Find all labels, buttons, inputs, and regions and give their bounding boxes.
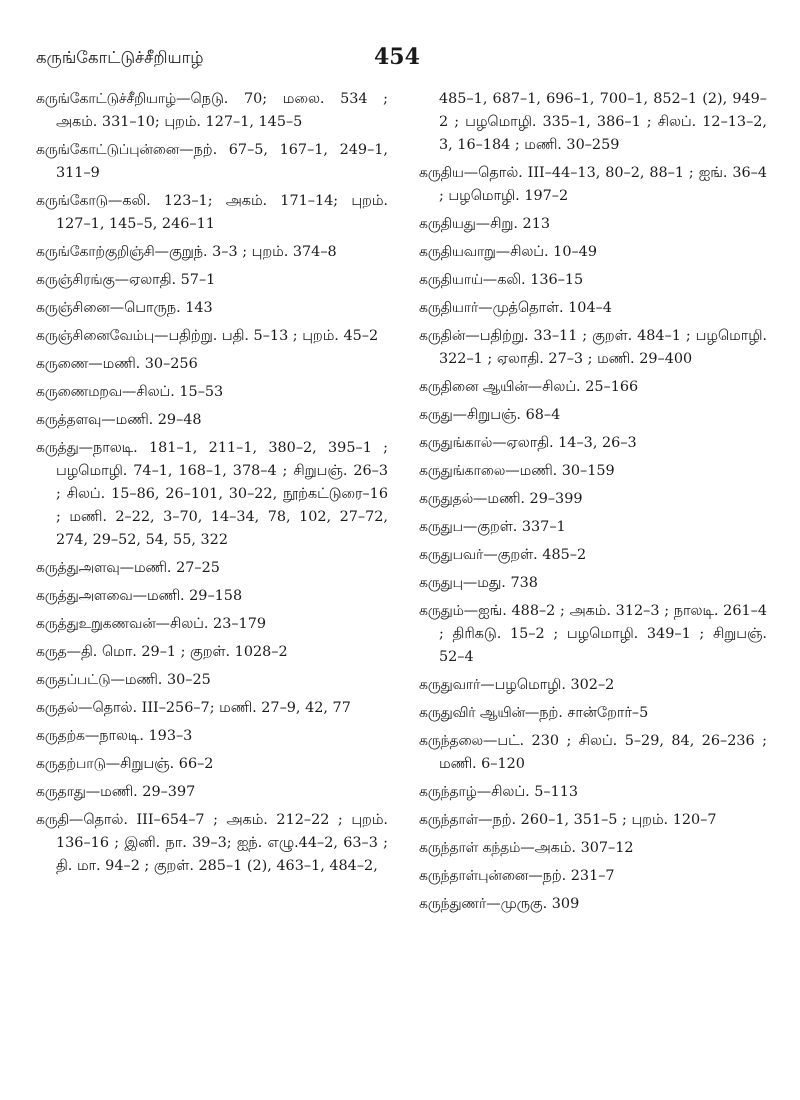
- entry-references: —நற். 260–1, 351–5 ; புறம். 120–7: [478, 812, 717, 828]
- entry-headword: கருதும்: [419, 603, 464, 619]
- index-entry: [36, 241, 388, 264]
- entry-references: —மது. 738: [462, 575, 538, 591]
- entry-headword: கருந்தாழ்: [419, 784, 477, 800]
- entry-headword: கருதியவாறு: [419, 244, 496, 260]
- index-entry: [419, 674, 767, 697]
- entry-references: —மணி. 30–25: [110, 672, 211, 688]
- entry-references: —பொருந. 143: [109, 300, 213, 316]
- entry-headword: கருதற்க: [36, 728, 85, 744]
- entry-headword: கருத்துஉறுகணவன்: [36, 616, 156, 632]
- entry-references: —சிலப். 15–53: [121, 384, 224, 400]
- entry-references: —சிலப். 5–113: [476, 784, 579, 800]
- entry-headword: கருந்தாள்புன்னை: [419, 868, 529, 884]
- entry-headword: கருதப்பட்டு: [36, 672, 111, 688]
- entry-headword: கருது: [419, 407, 453, 423]
- page-header: [36, 44, 764, 74]
- index-entry: [36, 613, 388, 636]
- entry-headword: கருதுபு: [419, 575, 463, 591]
- entry-references: —முத்தொள். 104–4: [478, 300, 612, 316]
- index-entry: [36, 697, 388, 720]
- entry-headword: கருங்கோற்குறிஞ்சி: [36, 244, 155, 260]
- entry-headword: கருங்கோட்டுச்சீறியாழ்: [36, 91, 177, 107]
- index-entry: [419, 781, 767, 804]
- index-entry: [419, 432, 767, 455]
- index-entry: [36, 557, 388, 580]
- entry-headword: கருத்துஅளவு: [36, 560, 120, 576]
- entry-headword: கருதிய: [419, 165, 464, 181]
- entry-headword: கருணை: [36, 356, 89, 372]
- entry-references: —பதிற்று. 33–11 ; குறள். 484–1 ; பழமொழி. 322–1 ; ஏலாதி. 27–3 ; மணி. 29–400: [439, 328, 767, 367]
- entry-headword: கருஞ்சினைவேம்பு: [36, 328, 155, 344]
- index-entry: [36, 88, 388, 134]
- entry-headword: கருதியாய்: [419, 272, 483, 288]
- entry-headword: கருதல்: [36, 700, 79, 716]
- index-entry: [419, 702, 767, 725]
- index-entry: [36, 325, 388, 348]
- entry-headword: கருஞ்சிரங்கு: [36, 272, 115, 288]
- entry-headword: கருஞ்சினை: [36, 300, 110, 316]
- entry-references: —குறள். 337–1: [462, 519, 566, 535]
- index-entry: [419, 488, 767, 511]
- entry-references: —முருகு. 309: [486, 896, 580, 912]
- page-number: 454: [374, 44, 420, 70]
- entry-headword: கருதாது: [36, 784, 86, 800]
- index-entry: [419, 325, 767, 371]
- entry-headword: கருந்துணர்: [419, 896, 487, 912]
- entry-references: —நெடு. 70; மலை. 534 ; அகம். 331–10; புறம். 127–1, 145–5: [56, 91, 388, 130]
- entry-references: —நற். 231–7: [528, 868, 615, 884]
- entry-references: —பழமொழி. 302–2: [480, 677, 615, 693]
- entry-references: —மணி. 29–397: [85, 784, 196, 800]
- index-entry: [36, 781, 388, 804]
- index-entry: [36, 437, 388, 552]
- entry-headword: கருந்தலை: [419, 733, 483, 749]
- entry-headword: கருதுதல்: [419, 491, 474, 507]
- entry-references: —அகம். 307–12: [520, 840, 634, 856]
- entry-headword: கருதுங்கால்: [419, 435, 493, 451]
- index-entry: [419, 544, 767, 567]
- entry-headword: கருதினை ஆயின்: [419, 379, 528, 395]
- index-entry: [36, 139, 388, 185]
- index-entry: [36, 269, 388, 292]
- entry-references: —கலி. 136–15: [482, 272, 584, 288]
- entry-headword: கருதுவார்: [419, 677, 481, 693]
- entry-headword: கருங்கோட்டுப்புன்னை: [36, 142, 180, 158]
- entry-headword: கருங்கோடு: [36, 193, 108, 209]
- entry-headword: கருதற்பாடு: [36, 756, 106, 772]
- index-entry: [419, 600, 767, 669]
- index-entry: [36, 353, 388, 376]
- index-entry: [419, 297, 767, 320]
- entry-references: —சிறுபஞ். 66–2: [105, 756, 214, 772]
- index-entry: [419, 730, 767, 776]
- entry-references: —குறள். 485–2: [483, 547, 587, 563]
- running-head: கருங்கோட்டுச்சீறியாழ்: [36, 48, 204, 67]
- entry-references: —ஐங். 488–2 ; அகம். 312–3 ; நாலடி. 261–4 ; திரிகடு. 15–2 ; பழமொழி. 349–1 ; சிறுபஞ். 52–4: [439, 603, 767, 665]
- index-entry: [419, 865, 767, 888]
- entry-headword: கருந்தாள்: [419, 812, 479, 828]
- index-entry: [419, 809, 767, 832]
- index-entry: [419, 404, 767, 427]
- entry-references: —மணி. 30–256: [88, 356, 198, 372]
- entry-references: —மணி. 29–48: [101, 412, 202, 428]
- index-entry: [36, 809, 388, 878]
- entry-headword: கருதியார்: [419, 300, 479, 316]
- index-entry: [36, 585, 388, 608]
- entry-references: —சிறுபஞ். 68–4: [452, 407, 561, 423]
- entry-headword: கருந்தாள் கந்தம்: [419, 840, 521, 856]
- entry-references: —ஏலாதி. 57–1: [114, 272, 216, 288]
- entry-references: —சிலப். 10–49: [495, 244, 597, 260]
- entry-references: —கலி. 123–1; அகம். 171–14; புறம். 127–1, 145–5, 246–11: [56, 193, 388, 232]
- continued-entry: 485–1, 687–1, 696–1, 700–1, 852–1 (2), 949–2 ; பழமொழி. 335–1, 386–1 ; சிலப். 12–13–2, 3, 16–184 ; மணி. 30–259: [439, 91, 767, 153]
- entry-references: —தி. மொ. 29–1 ; குறள். 1028–2: [66, 644, 288, 660]
- entry-references: —நற். 67–5, 167–1, 249–1, 311–9: [56, 142, 388, 181]
- entry-headword: கருதின்: [419, 328, 466, 344]
- index-entry: [36, 409, 388, 432]
- index-entry: [36, 190, 388, 236]
- index-entry: [419, 213, 767, 236]
- index-entry: [419, 241, 767, 264]
- index-entry: [419, 269, 767, 292]
- index-entry: [36, 641, 388, 664]
- entry-headword: கருதுங்காலை: [419, 463, 506, 479]
- entry-references: —குறுந். 3–3 ; புறம். 374–8: [154, 244, 337, 260]
- right-column: [419, 88, 767, 921]
- entry-headword: கருத்து: [36, 440, 79, 456]
- index-entry: [36, 297, 388, 320]
- index-entry: [36, 725, 388, 748]
- entry-references: —மணி. 30–159: [505, 463, 615, 479]
- left-column: [36, 88, 388, 883]
- index-entry: [419, 893, 767, 916]
- entry-references: —நற். சான்றோர்–5: [524, 705, 649, 721]
- index-entry: [419, 162, 767, 208]
- entry-references: —நாலடி. 181–1, 211–1, 380–2, 395–1 ; பழமொழி. 74–1, 168–1, 378–4 ; சிறுபஞ். 26–3 ; சிலப். 15–86, 26–101, 30–22, நூற்கட்டுரை–16 ; மணி. 2–22, 3–70, 14–34, 78, 102, 27–72, 274, 29–52, 54, 55, 322: [56, 440, 388, 548]
- index-entry: [36, 381, 388, 404]
- index-entry: [36, 753, 388, 776]
- entry-headword: கருதுபவர்: [419, 547, 484, 563]
- entry-references: —நாலடி. 193–3: [84, 728, 193, 744]
- entry-references: —பதிற்று. பதி. 5–13 ; புறம். 45–2: [154, 328, 379, 344]
- index-entry: [419, 837, 767, 860]
- entry-references: —தொல். III–44–13, 80–2, 88–1 ; ஐங். 36–4 ; பழமொழி. 197–2: [439, 165, 767, 204]
- index-entry: [36, 669, 388, 692]
- entry-references: —மணி. 29–158: [132, 588, 243, 604]
- entry-references: —மணி. 29–399: [473, 491, 583, 507]
- entry-headword: கருதி: [36, 812, 69, 828]
- index-entry: [419, 572, 767, 595]
- entry-references: —தொல். III–654–7 ; அகம். 212–22 ; புறம். 136–16 ; இனி. நா. 39–3; ஐந். எழு.44–2, 63–3 ; தி. மா. 94–2 ; குறள். 285–1 (2), 463–1, 484–2,: [56, 812, 388, 874]
- entry-headword: கருத்தளவு: [36, 412, 102, 428]
- entry-headword: கருதுவிர் ஆயின்: [419, 705, 525, 721]
- entry-references: —பட். 230 ; சிலப். 5–29, 84, 26–236 ; மணி. 6–120: [439, 733, 767, 772]
- entry-references: —சிலப். 23–179: [155, 616, 267, 632]
- entry-headword: கருணைமறவ: [36, 384, 122, 400]
- index-entry: [419, 460, 767, 483]
- entry-headword: கருதியது: [419, 216, 476, 232]
- entry-headword: கருத்துஅளவை: [36, 588, 133, 604]
- entry-headword: கருதுப: [419, 519, 463, 535]
- entry-references: —சிலப். 25–166: [527, 379, 639, 395]
- index-entry: [419, 516, 767, 539]
- entry-references: —ஏலாதி. 14–3, 26–3: [492, 435, 637, 451]
- entry-references: —சிறு. 213: [475, 216, 551, 232]
- entry-references: —தொல். III–256–7; மணி. 27–9, 42, 77: [78, 700, 351, 716]
- entry-references: —மணி. 27–25: [119, 560, 220, 576]
- index-entry: [419, 376, 767, 399]
- entry-headword: கருத: [36, 644, 67, 660]
